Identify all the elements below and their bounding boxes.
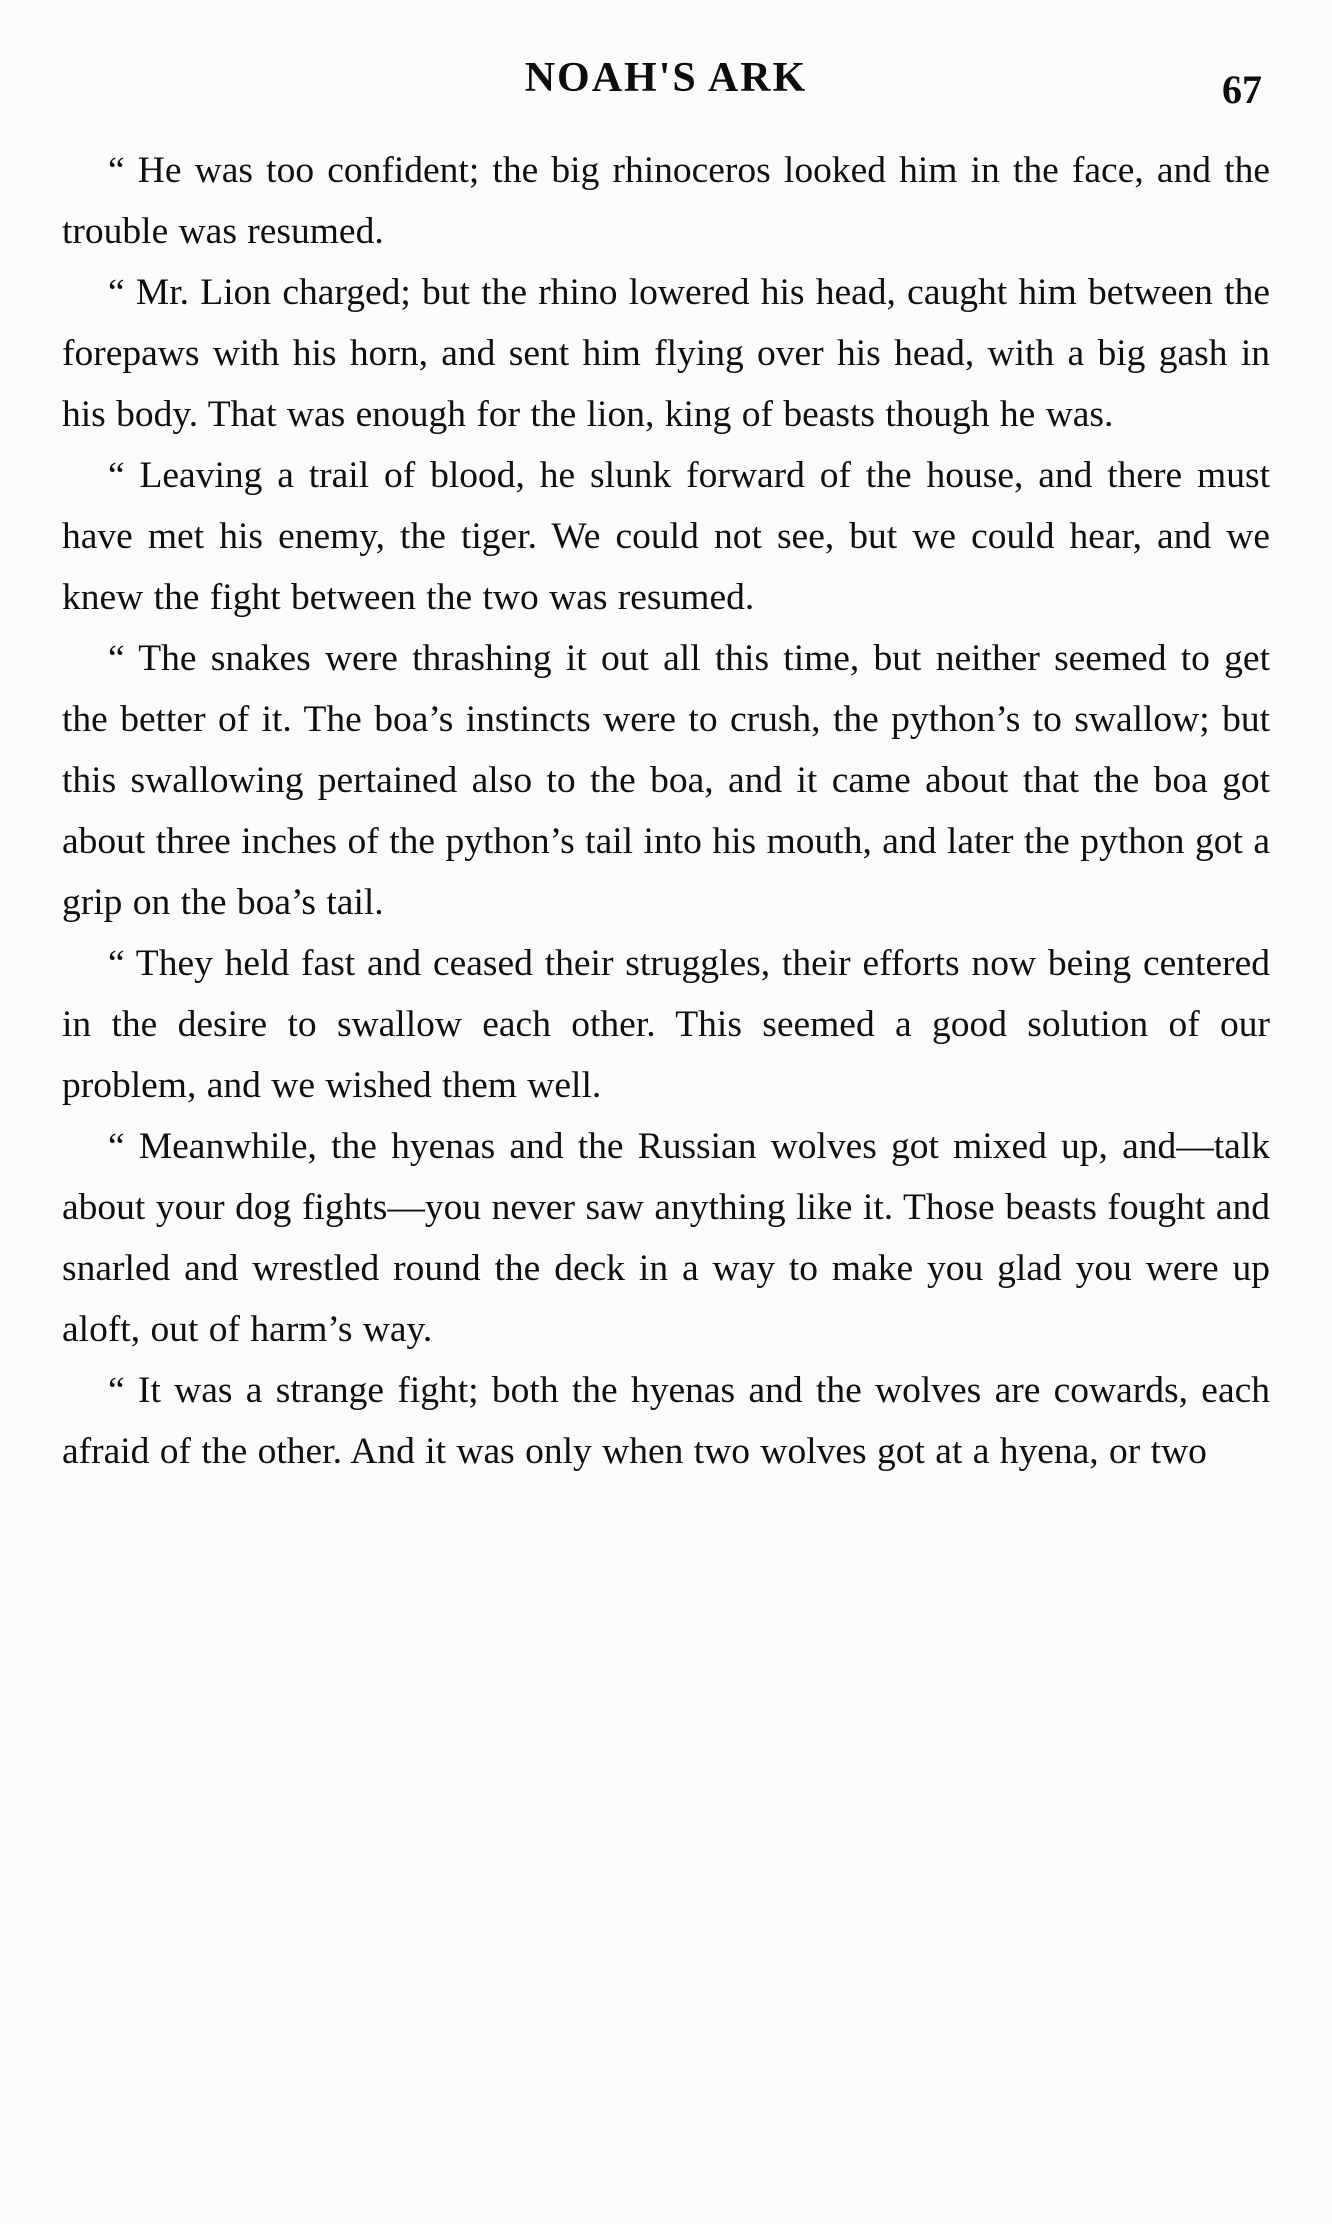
paragraph: “ It was a strange fight; both the hyenas and the wolves are cowards, each afraid of the other. And it was only when two wolves got at a hyena, or two (62, 1370, 1270, 1472)
page-body (62, 140, 1270, 1482)
paragraph: “ He was too confident; the big rhinoceros looked him in the face, and the trouble was resumed. (62, 150, 1270, 252)
paragraph: “ Meanwhile, the hyenas and the Russian wolves got mixed up, and—talk about your dog fights—you never saw anything like it. Those beasts fought and snarled and wrestled round the deck in a way to make you glad you were up aloft, out of harm’s way. (62, 1126, 1270, 1350)
paragraph: “ They held fast and ceased their struggles, their efforts now being centered in the desire to swallow each other. This seemed a good solution of our problem, and we wished them well. (62, 943, 1270, 1106)
paragraph: “ The snakes were thrashing it out all this time, but neither seemed to get the better of it. The boa’s instincts were to crush, the python’s to swallow; but this swallowing pertained also to the boa, and it came about that the boa got about three inches of the python’s tail into his mouth, and later the python got a grip on the boa’s tail. (62, 638, 1270, 923)
paragraph: “ Leaving a trail of blood, he slunk forward of the house, and there must have met his enemy, the tiger. We could not see, but we could hear, and we knew the fight between the two was resumed. (62, 455, 1270, 618)
page-number: 67 (1222, 67, 1262, 112)
page-header (62, 40, 1270, 136)
paragraph: “ Mr. Lion charged; but the rhino lowered his head, caught him between the forepaws with his horn, and sent him flying over his head, with a big gash in his body. That was enough for the lion, king of beasts though he was. (62, 272, 1270, 435)
running-head-title: NOAH'S ARK (524, 55, 808, 101)
